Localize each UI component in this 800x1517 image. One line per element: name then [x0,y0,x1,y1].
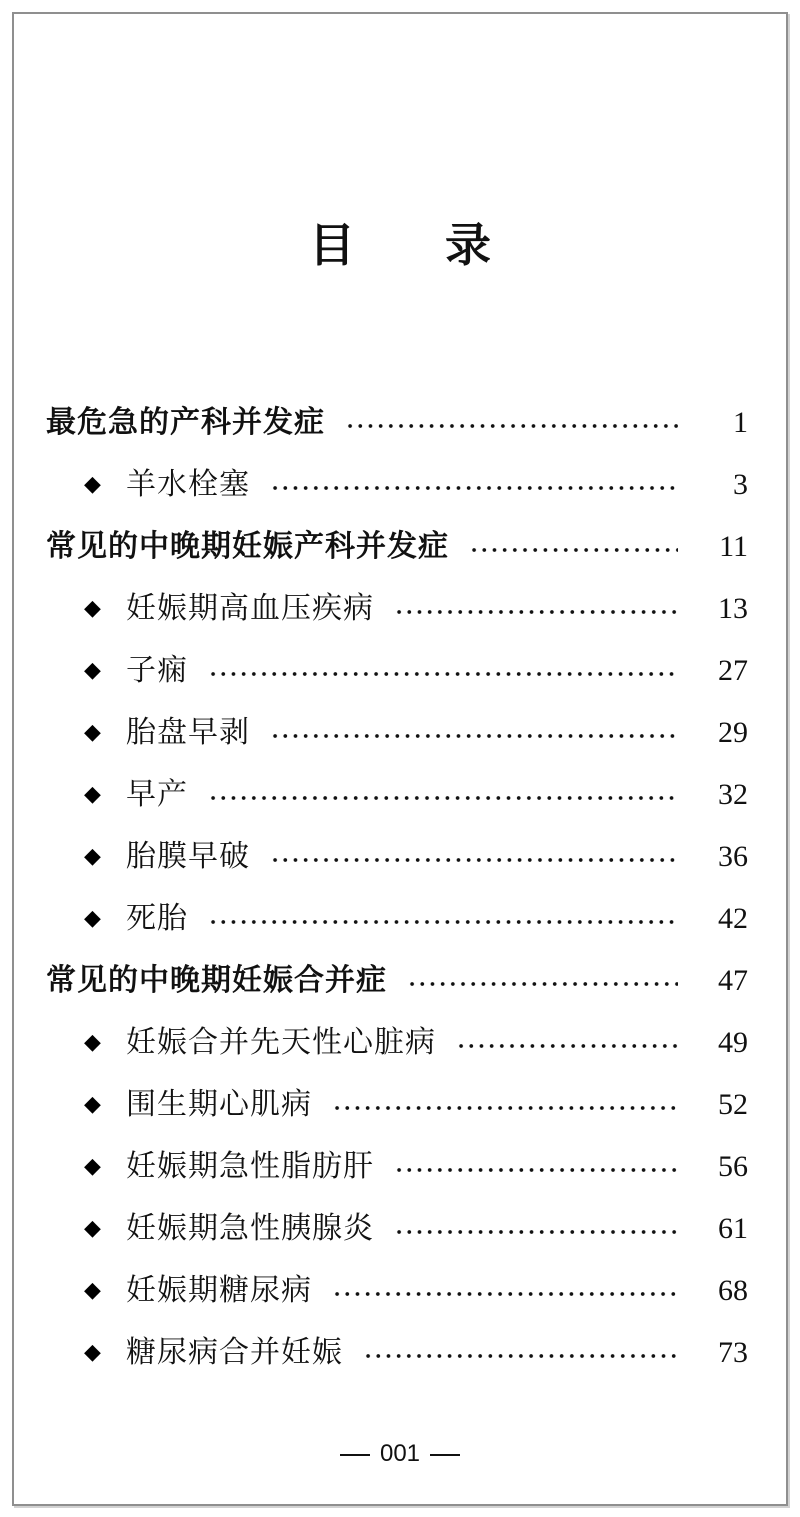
toc-page-number: 52 [718,1088,748,1121]
diamond-bullet-icon: ◆ [84,1154,101,1179]
toc-entry-row[interactable] [84,1328,748,1378]
toc-page-number: 68 [718,1274,748,1307]
toc-label: 死胎 [126,901,188,936]
toc-label: 妊娠期急性胰腺炎 [126,1211,374,1246]
toc-entry-row[interactable] [84,832,748,882]
dot-leader [469,547,678,553]
dot-leader [332,1291,678,1297]
toc-label: 胎盘早剥 [126,715,250,750]
toc-page-number: 11 [719,530,748,563]
toc-page-number: 47 [718,964,748,997]
toc-chapter-row[interactable] [46,398,748,448]
toc-entry-row[interactable] [84,1204,748,1254]
footer-dash-left [340,1454,370,1456]
dot-leader [208,795,678,801]
diamond-bullet-icon: ◆ [84,1030,101,1055]
diamond-bullet-icon: ◆ [84,1092,101,1117]
diamond-bullet-icon: ◆ [84,596,101,621]
diamond-bullet-icon: ◆ [84,1278,101,1303]
toc-page-number: 29 [718,716,748,749]
footer-dash-right [430,1454,460,1456]
toc-label: 胎膜早破 [126,839,250,874]
dot-leader [332,1105,678,1111]
toc-page-number: 32 [718,778,748,811]
page-title: 目录 [309,218,581,272]
dot-leader [456,1043,678,1049]
toc-entry-row[interactable] [84,460,748,510]
toc-entry-row[interactable] [84,770,748,820]
toc-entry-row[interactable] [84,1142,748,1192]
toc-page-number: 61 [718,1212,748,1245]
toc-entry-row[interactable] [84,646,748,696]
dot-leader [394,1167,678,1173]
toc-label: 妊娠期高血压疾病 [126,591,374,626]
dot-leader [363,1353,678,1359]
dot-leader [394,1229,678,1235]
toc-label: 糖尿病合并妊娠 [126,1335,343,1370]
toc-chapter-row[interactable] [46,956,748,1006]
diamond-bullet-icon: ◆ [84,906,101,931]
toc-label: 妊娠期急性脂肪肝 [126,1149,374,1184]
dot-leader [208,671,678,677]
toc-entry-row[interactable] [84,1018,748,1068]
toc-label: 最危急的产科并发症 [46,405,325,440]
toc-entry-row[interactable] [84,708,748,758]
diamond-bullet-icon: ◆ [84,720,101,745]
toc-label: 常见的中晚期妊娠产科并发症 [46,529,449,564]
toc-page-number: 42 [718,902,748,935]
toc-chapter-row[interactable] [46,522,748,572]
diamond-bullet-icon: ◆ [84,472,101,497]
dot-leader [270,857,678,863]
dot-leader [270,485,678,491]
page-number: 001 [379,1440,421,1467]
dot-leader [394,609,678,615]
toc-label: 妊娠期糖尿病 [126,1273,312,1308]
toc-entry-row[interactable] [84,894,748,944]
toc-label: 妊娠合并先天性心脏病 [126,1025,436,1060]
diamond-bullet-icon: ◆ [84,1216,101,1241]
toc-page-number: 1 [733,406,748,439]
toc-label: 子痫 [126,653,188,688]
diamond-bullet-icon: ◆ [84,782,101,807]
toc-label: 围生期心肌病 [126,1087,312,1122]
toc-label: 羊水栓塞 [126,467,250,502]
toc-page-number: 27 [718,654,748,687]
diamond-bullet-icon: ◆ [84,1340,101,1365]
toc-page-number: 36 [718,840,748,873]
dot-leader [270,733,678,739]
toc-entry-row[interactable] [84,1080,748,1130]
page-footer [0,1434,800,1474]
toc-label: 常见的中晚期妊娠合并症 [46,963,387,998]
toc-page-number: 49 [718,1026,748,1059]
toc-page-number: 13 [718,592,748,625]
dot-leader [345,423,678,429]
toc-page-number: 56 [718,1150,748,1183]
diamond-bullet-icon: ◆ [84,658,101,683]
toc-entry-row[interactable] [84,584,748,634]
dot-leader [208,919,678,925]
toc-entry-row[interactable] [84,1266,748,1316]
toc-page-number: 73 [718,1336,748,1369]
toc-label: 早产 [126,777,188,812]
dot-leader [407,981,678,987]
toc-page-number: 3 [733,468,748,501]
diamond-bullet-icon: ◆ [84,844,101,869]
